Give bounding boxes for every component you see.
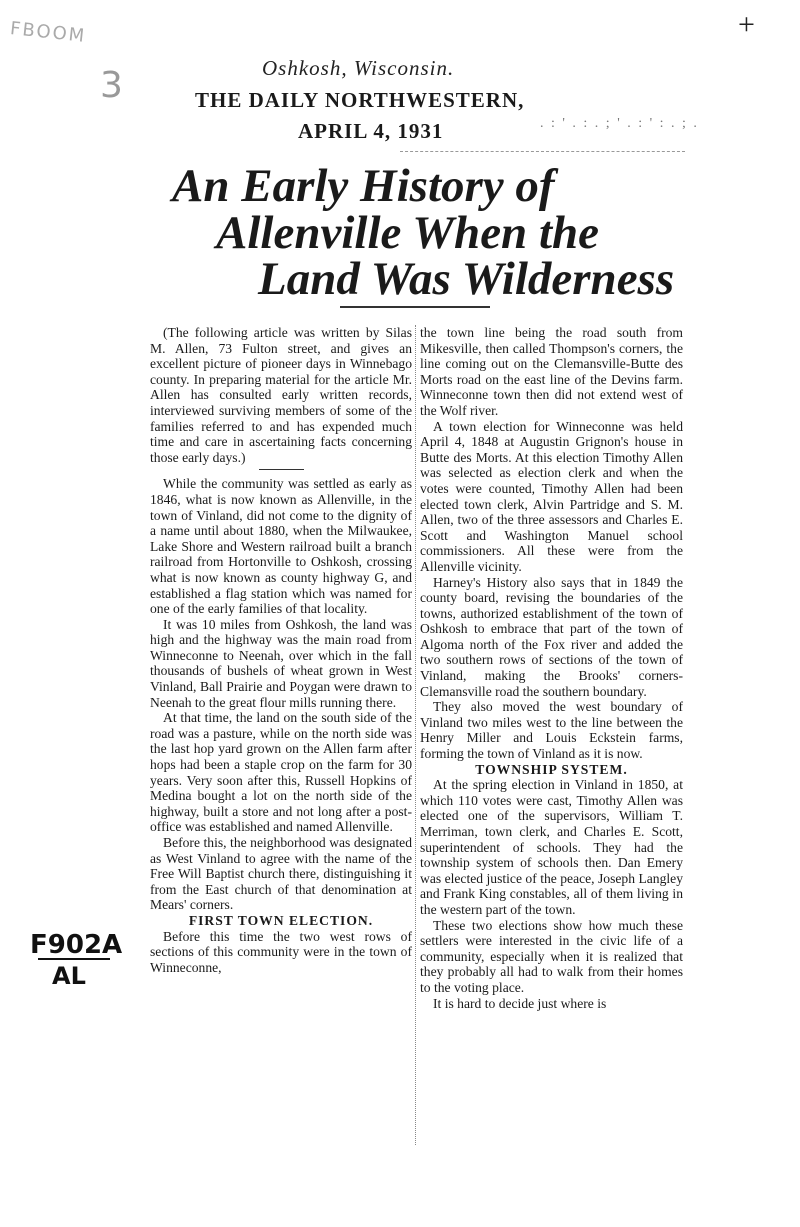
short-rule bbox=[259, 469, 304, 470]
handwritten-city: Oshkosh, Wisconsin. bbox=[262, 56, 455, 80]
headline-rule bbox=[340, 306, 490, 308]
paragraph: At that time, the land on the south side of the road was a pasture, while on the north side was the last hop yard grown on the Allen farm after hops had been a staple crop on the farm for 30 years. Very soon after this, Russell Hopkins of Medina bought a lot on the north side of the highway, built a store and not long after a post-office was established and named Allenville. bbox=[150, 710, 412, 835]
handwritten-corner-note: FBOOM bbox=[9, 18, 88, 47]
paragraph: These two elections show how much these settlers were interested in the civic life of a community, especially when it is realized that they probably all had to walk from their homes to the voting place. bbox=[420, 917, 683, 995]
paragraph: the town line being the road south from Mikesville, then called Thompson's corners, the line coming out on the Clemansville-Butte des Morts road on the east line of the Devins farm. Winneconne town then did not extend west of the Wolf river. bbox=[420, 325, 683, 418]
paragraph: Before this, the neighborhood was designated as West Vinland to agree with the name of the Free Will Baptist church there, distinguishing it from the East church of that denomination at Mears' corners. bbox=[150, 835, 412, 913]
paragraph: While the community was settled as early as 1846, what is now known as Allenville, in the town of Vinland, did not come to the dignity of a name until about 1880, when the Milwaukee, Lake Shore and Western railroad built a branch railroad from Hortonville to Oshkosh, crossing what is now known as county highway G, and established a flag station which was named for one of the early families of that locality. bbox=[150, 476, 412, 617]
paragraph: A town election for Winneconne was held April 4, 1848 at Augustin Grignon's house in Butte des Morts. At this election Timothy Allen was selected as election clerk and when the votes were counted, Timothy Allen had been elected town clerk, Alvin Partridge and S. M. Allen, two of the three assessors and Charles E. Scott and Washington Manuel school commissioners. All these were from the Allenville vicinity. bbox=[420, 418, 683, 574]
publication-date: APRIL 4, 1931 bbox=[298, 119, 444, 143]
headline-line-1: An Early History of bbox=[172, 160, 555, 212]
subheading: FIRST TOWN ELECTION. bbox=[188, 912, 374, 928]
margin-code-bottom: AL bbox=[52, 962, 86, 990]
margin-code-underline bbox=[38, 958, 110, 960]
paragraph: Harney's History also says that in 1849 the county board, revising the boundaries of the towns, authorized establishment of the town of Oshkosh to embrace that part of the town of Algoma north of the Fox river and added the two southern rows of sections of the town of Vinland, making the Brooks' corners-Clemansville road the southern boundary. bbox=[420, 574, 683, 699]
handwritten-page-number: 3 bbox=[100, 65, 123, 106]
intro-paragraph: (The following article was written by Silas M. Allen, 73 Fulton street, and gives an excellent picture of pioneer days in Winnebago county. In preparing material for the article Mr. Allen has consulted early written records, interviewed surviving members of some of the families referred to and has expended much time and care in ascertaining facts concerning those early days.) bbox=[150, 325, 412, 465]
dotted-marks: . : ' . : . ; ' . : ' : . ; . bbox=[540, 116, 699, 131]
article-column-1 bbox=[150, 325, 412, 975]
newspaper-name: THE DAILY NORTHWESTERN, bbox=[195, 88, 525, 112]
paragraph: They also moved the west boundary of Vinland two miles west to the line between the Henry Miller and Louis Eckstein farms, forming the town of Vinland as it is now. bbox=[420, 699, 683, 762]
margin-code-top: F902A bbox=[30, 930, 123, 960]
paragraph: It is hard to decide just where is bbox=[433, 995, 607, 1011]
headline-line-3: Land Was Wilderness bbox=[258, 253, 675, 305]
subheading: TOWNSHIP SYSTEM. bbox=[475, 761, 628, 777]
article-column-2 bbox=[420, 325, 683, 1011]
paragraph: It was 10 miles from Oshkosh, the land was high and the highway was the main road from Winneconne to Neenah, over which in the fall thousands of bushels of wheat grown in West Vinland, Ball Prairie and Poygan were drawn to Neenah to the great flour mills running there. bbox=[150, 616, 412, 710]
paragraph: At the spring election in Vinland in 1850, at which 110 votes were cast, Timothy Allen was elected one of the supervisors, William T. Merriman, town clerk, and Charles E. Scott, superintendent of schools. They had the township system of schools then. Dan Emery was elected justice of the peace, Joseph Langley and Frank King constables, all of them living in the western part of the town. bbox=[420, 777, 683, 917]
column-divider bbox=[415, 325, 416, 1145]
dotted-line bbox=[400, 151, 685, 152]
paragraph: Before this time the two west rows of sections of this community were in the town of Winneconne, bbox=[150, 928, 412, 975]
headline-line-2: Allenville When the bbox=[216, 207, 599, 259]
plus-mark: + bbox=[738, 8, 755, 41]
